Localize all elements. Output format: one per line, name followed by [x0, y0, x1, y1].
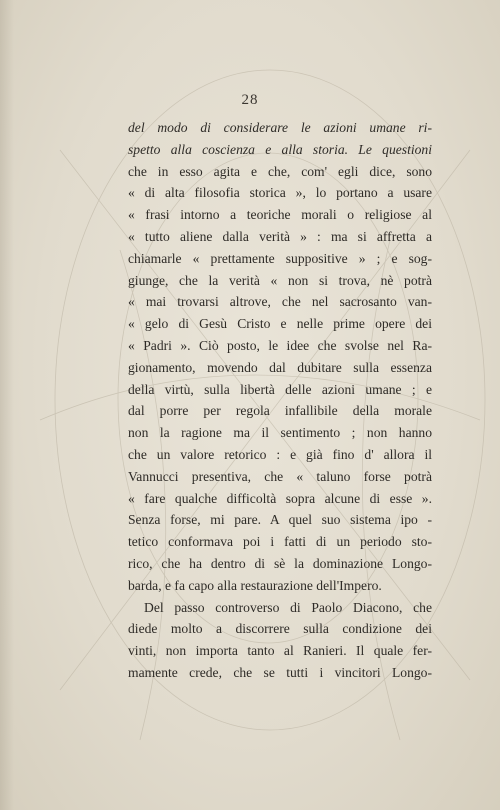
text-line: chiamarle « prettamente suppositive » ; e sog- [128, 250, 432, 266]
text-line: spetto alla coscienza e alla storia. Le questioni [128, 141, 432, 157]
text-line: della virtù, sulla libertà delle azioni umane ; e [128, 381, 432, 397]
text-line: gionamento, movendo dal dubitare sulla essenza [128, 359, 432, 375]
text-line: tetico conformava poi i fatti di un periodo sto- [128, 534, 432, 550]
text-line: « di alta filosofia storica », lo portano a usare [128, 185, 432, 201]
text-line: diede molto a discorrere sulla condizione dei [128, 621, 432, 637]
text-line: giunge, che la verità « non si trova, nè potrà [128, 272, 432, 288]
text-line: rico, che ha dentro di sè la dominazione Longo- [128, 555, 432, 571]
text-line: « Padri ». Ciò posto, le idee che svolse nel Ra- [128, 337, 432, 353]
text-line: vinti, non importa tanto al Ranieri. Il quale fer- [128, 643, 432, 659]
text-line: Senza forse, mi pare. A quel suo sistema ipo - [128, 512, 432, 528]
text-line: « tutto aliene dalla verità » : ma si affretta a [128, 228, 432, 244]
text-line: « mai trovarsi altrove, che nel sacrosanto van- [128, 294, 432, 310]
page-body-text [128, 117, 432, 684]
text-line: barda, e fa capo alla restaurazione dell'Impero. [128, 577, 382, 593]
text-line: mamente crede, che se tutti i vincitori Longo- [128, 664, 432, 680]
page-number: 28 [241, 92, 259, 108]
text-line: Vannucci presentiva, che « taluno forse potrà [128, 468, 432, 484]
text-line: dal porre per regola infallibile della morale [128, 403, 432, 419]
text-line: « gelo di Gesù Cristo e nelle prime opere dei [128, 316, 432, 332]
text-line: non la ragione ma il sentimento ; non hanno [128, 425, 432, 441]
text-line: che un valore retorico : e già fino d' allora il [128, 446, 432, 462]
text-line: che in esso agita e che, com' egli dice, sono [128, 163, 432, 179]
text-line: « frasi intorno a teoriche morali o religiose al [128, 207, 432, 223]
text-line: Del passo controverso di Paolo Diacono, che [144, 599, 432, 615]
text-line: del modo di considerare le azioni umane ri- [128, 120, 432, 135]
text-line: « fare qualche difficoltà sopra alcune di esse ». [128, 490, 432, 506]
spine-shadow [0, 0, 14, 810]
